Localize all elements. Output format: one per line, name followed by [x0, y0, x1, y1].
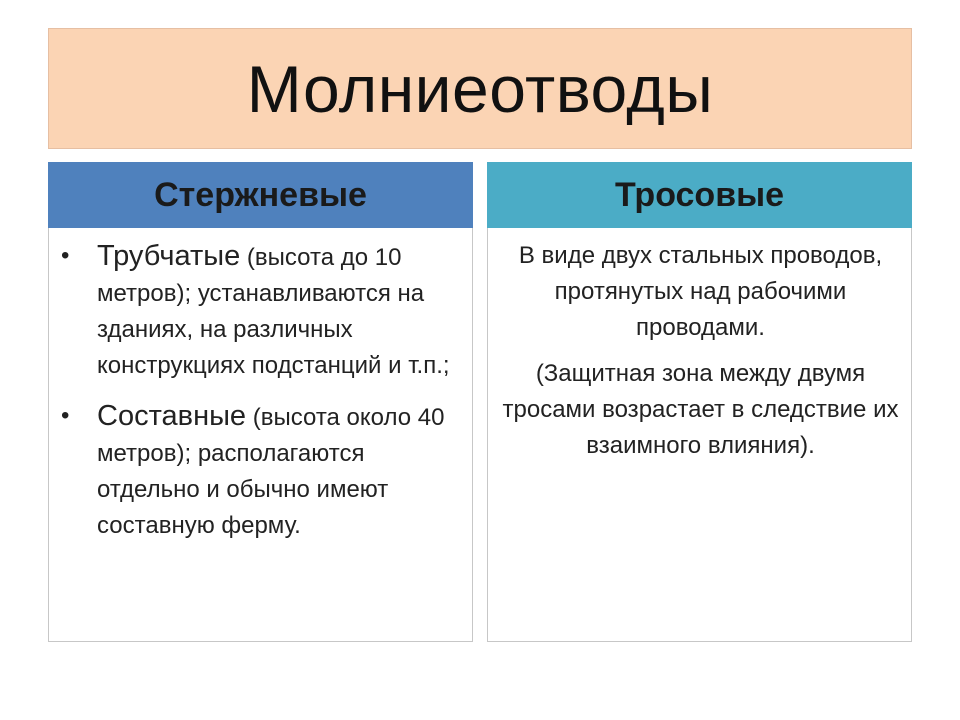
- rod-bullet-list: [49, 228, 472, 544]
- cable-paragraph: (Защитная зона между двумя тросами возрастает в следствие их взаимного влияния).: [502, 360, 899, 459]
- cable-paragraph: В виде двух стальных проводов, протянутых над рабочими проводами.: [518, 242, 883, 341]
- list-item: [61, 398, 458, 544]
- bullet-text: (высота около 40 метров); располагаются отдельно и обычно имеют составную ферму.: [97, 404, 445, 539]
- bullet-term: Составные: [97, 400, 247, 432]
- slide-title: Молниеотводы: [246, 51, 714, 126]
- column-header-cable: Тросовые: [487, 162, 912, 228]
- column-rod: [48, 162, 473, 642]
- bullet-icon: •: [61, 242, 70, 269]
- title-banner: [48, 28, 912, 149]
- bullet-text: (высота до 10 метров); устанавливаются на зданиях, на различных конструкциях подстанций и т.п.;: [97, 244, 450, 379]
- column-body-cable: [487, 228, 912, 642]
- list-item: [61, 238, 458, 384]
- column-header-rod: Стержневые: [48, 162, 473, 228]
- column-cable: [487, 162, 912, 642]
- bullet-icon: •: [61, 402, 70, 429]
- cable-description: [488, 228, 911, 464]
- column-body-rod: [48, 228, 473, 642]
- bullet-term: Трубчатые: [97, 240, 241, 272]
